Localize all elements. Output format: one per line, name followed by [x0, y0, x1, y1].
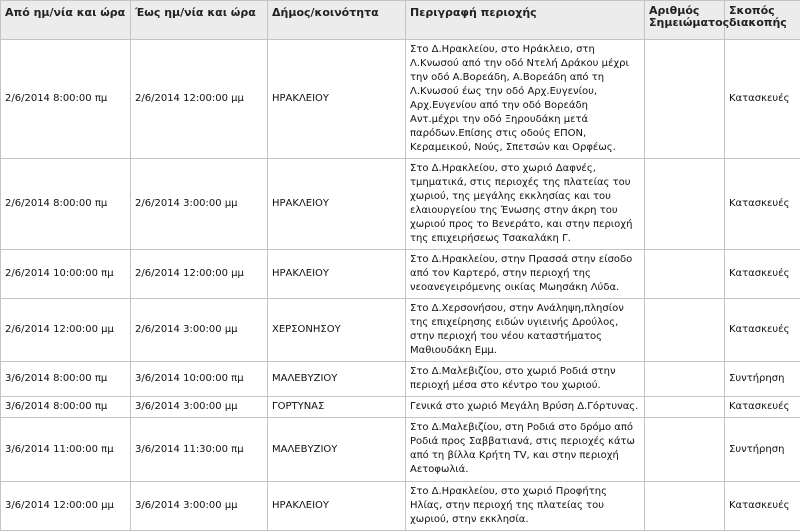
cell-description: Στο Δ.Μαλεβιζίου, στο χωριό Ροδιά στην περιοχή μέσα στο κέντρο του χωριού. — [406, 362, 645, 397]
header-note-number[interactable]: Αριθμός Σημειώματος — [645, 1, 725, 40]
cell-to: 2/6/2014 12:00:00 μμ — [131, 40, 268, 159]
cell-municipality: ΗΡΑΚΛΕΙΟΥ — [268, 40, 406, 159]
cell-from: 3/6/2014 11:00:00 πμ — [1, 418, 131, 482]
table-row — [1, 397, 800, 418]
cell-to: 2/6/2014 3:00:00 μμ — [131, 159, 268, 250]
cell-municipality: ΗΡΑΚΛΕΙΟΥ — [268, 159, 406, 250]
cell-description: Στο Δ.Ηρακλείου, στο Ηράκλειο, στη Λ.Κνωσού από την οδό Ντελή Δράκου μέχρι την οδό Α.Βορεάδη, Α.Βορεάδη από τη Λ.Κνωσού έως την οδό Αρχ.Ευγενίου, Αρχ.Ευγενίου από την οδό Βορεάδη Αντ.μέχρι την οδό Ξηρουδάκη μετά παρόδων.Επίσης στις οδούς ΕΠΟΝ, Κεραμεικού, Νούς, Σπετσών και Ορφέως. — [406, 40, 645, 159]
header-description[interactable]: Περιγραφή περιοχής — [406, 1, 645, 40]
cell-purpose: Κατασκευές — [725, 299, 800, 362]
cell-from: 2/6/2014 8:00:00 πμ — [1, 159, 131, 250]
table-row — [1, 482, 800, 531]
cell-description: Στο Δ.Ηρακλείου, στην Πρασσά στην είσοδο από τον Καρτερό, στην περιοχή της νεοανεγειρόμενης οικίας Μωησάκη Λύδα. — [406, 250, 645, 299]
table-row — [1, 362, 800, 397]
cell-to: 3/6/2014 3:00:00 μμ — [131, 482, 268, 531]
cell-purpose: Κατασκευές — [725, 40, 800, 159]
cell-description: Γενικά στο χωριό Μεγάλη Βρύση Δ.Γόρτυνας. — [406, 397, 645, 418]
cell-note-number — [645, 299, 725, 362]
cell-municipality: ΓΟΡΤΥΝΑΣ — [268, 397, 406, 418]
cell-purpose: Κατασκευές — [725, 159, 800, 250]
header-from[interactable]: Από ημ/νία και ώρα — [1, 1, 131, 40]
table-row — [1, 159, 800, 250]
table-row — [1, 250, 800, 299]
cell-from: 2/6/2014 8:00:00 πμ — [1, 40, 131, 159]
cell-from: 2/6/2014 10:00:00 πμ — [1, 250, 131, 299]
cell-municipality: ΗΡΑΚΛΕΙΟΥ — [268, 250, 406, 299]
cell-to: 2/6/2014 3:00:00 μμ — [131, 299, 268, 362]
cell-note-number — [645, 159, 725, 250]
cell-note-number — [645, 397, 725, 418]
cell-to: 3/6/2014 11:30:00 πμ — [131, 418, 268, 482]
cell-note-number — [645, 40, 725, 159]
cell-municipality: ΜΑΛΕΒΥΖΙΟΥ — [268, 362, 406, 397]
cell-to: 3/6/2014 10:00:00 πμ — [131, 362, 268, 397]
cell-from: 2/6/2014 12:00:00 μμ — [1, 299, 131, 362]
cell-to: 2/6/2014 12:00:00 μμ — [131, 250, 268, 299]
header-row — [1, 1, 800, 40]
cell-description: Στο Δ.Χερσονήσου, στην Ανάληψη,πλησίον της επιχείρησης ειδών υγιεινής Δρούλος, στην περιοχή του νέου καταστήματος Μαθιουδάκη Εμμ. — [406, 299, 645, 362]
header-municipality[interactable]: Δήμος/κοινότητα — [268, 1, 406, 40]
cell-municipality: ΗΡΑΚΛΕΙΟΥ — [268, 482, 406, 531]
cell-from: 3/6/2014 12:00:00 μμ — [1, 482, 131, 531]
cell-purpose: Κατασκευές — [725, 250, 800, 299]
cell-description: Στο Δ.Ηρακλείου, στο χωριό Δαφνές, τμηματικά, στις περιοχές της πλατείας του χωριού, της μεγάλης εκκλησίας και του ελαιουργείου της Ένωσης στην άκρη του χωριού προς το Βενεράτο, και στην περιοχή της επιχειρήσεως Τσακαλάκη Γ. — [406, 159, 645, 250]
cell-municipality: ΜΑΛΕΒΥΖΙΟΥ — [268, 418, 406, 482]
table-row — [1, 299, 800, 362]
cell-description: Στο Δ.Ηρακλείου, στο χωριό Προφήτης Ηλίας, στην περιοχή της πλατείας του χωριού, στην εκκλησία. — [406, 482, 645, 531]
table-row — [1, 40, 800, 159]
header-to[interactable]: Έως ημ/νία και ώρα — [131, 1, 268, 40]
cell-municipality: ΧΕΡΣΟΝΗΣΟΥ — [268, 299, 406, 362]
table-row — [1, 418, 800, 482]
cell-purpose: Συντήρηση — [725, 362, 800, 397]
cell-from: 3/6/2014 8:00:00 πμ — [1, 362, 131, 397]
cell-description: Στο Δ.Μαλεβιζίου, στη Ροδιά στο δρόμο από Ροδιά προς Σαββατιανά, στις περιοχές κάτω από τη βίλλα Κρήτη TV, και στην περιοχή Αετοφωλιά. — [406, 418, 645, 482]
cell-purpose: Κατασκευές — [725, 482, 800, 531]
cell-note-number — [645, 482, 725, 531]
cell-note-number — [645, 250, 725, 299]
cell-to: 3/6/2014 3:00:00 μμ — [131, 397, 268, 418]
cell-purpose: Κατασκευές — [725, 397, 800, 418]
cell-note-number — [645, 418, 725, 482]
cell-purpose: Συντήρηση — [725, 418, 800, 482]
cell-from: 3/6/2014 8:00:00 πμ — [1, 397, 131, 418]
cell-note-number — [645, 362, 725, 397]
header-purpose[interactable]: Σκοπός διακοπής — [725, 1, 800, 40]
